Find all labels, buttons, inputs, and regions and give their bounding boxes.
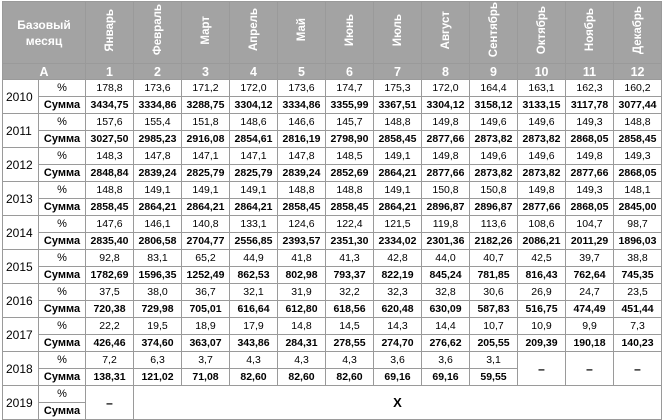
sum-value: 2864,21	[374, 165, 422, 182]
percent-value: 4,3	[326, 352, 374, 369]
percent-value: 150,8	[422, 182, 470, 199]
sum-value: 2858,45	[374, 131, 422, 148]
sum-value: 2896,87	[470, 199, 518, 216]
sum-value: 587,83	[470, 301, 518, 318]
sum-value: 2334,02	[374, 233, 422, 250]
sum-label: Сумма	[39, 131, 86, 148]
percent-value: 145,7	[326, 114, 374, 131]
percent-value: 140,8	[182, 216, 230, 233]
sum-value: 762,64	[566, 267, 614, 284]
sum-value: 2182,26	[470, 233, 518, 250]
percent-value: 172,0	[230, 80, 278, 97]
sum-value: 2848,84	[86, 165, 134, 182]
percent-label: %	[39, 80, 86, 97]
month-header: Октябрь	[518, 2, 566, 64]
column-number: 7	[374, 64, 422, 80]
sum-value: 276,62	[422, 335, 470, 352]
sum-value: 2393,57	[278, 233, 326, 250]
column-letter: А	[3, 64, 86, 80]
percent-value: 148,3	[86, 148, 134, 165]
percent-value: 149,1	[374, 148, 422, 165]
percent-value: 147,8	[278, 148, 326, 165]
column-number: 9	[470, 64, 518, 80]
sum-value: 618,56	[326, 301, 374, 318]
table-row	[3, 216, 662, 233]
percent-value: 172,0	[422, 80, 470, 97]
sum-value: 3434,75	[86, 97, 134, 114]
percent-value: 40,7	[470, 250, 518, 267]
month-header: Декабрь	[614, 2, 662, 64]
percent-value: 10,7	[470, 318, 518, 335]
percent-value: 3,1	[470, 352, 518, 369]
table-row	[3, 97, 662, 114]
percent-value: 149,8	[422, 148, 470, 165]
sum-value: 2858,45	[614, 131, 662, 148]
sum-value: 2868,05	[566, 199, 614, 216]
percent-value: 149,1	[374, 182, 422, 199]
percent-value: 178,8	[86, 80, 134, 97]
percent-value: 174,7	[326, 80, 374, 97]
sum-value: 2864,21	[182, 199, 230, 216]
percent-value: 22,2	[86, 318, 134, 335]
sum-value: 2806,58	[134, 233, 182, 250]
percent-value: 175,3	[374, 80, 422, 97]
percent-value: 155,4	[134, 114, 182, 131]
sum-value: 374,60	[134, 335, 182, 352]
year-cell: 2010	[3, 80, 39, 114]
percent-value: 14,4	[422, 318, 470, 335]
sum-value: 2858,45	[326, 199, 374, 216]
sum-value: 3334,86	[278, 97, 326, 114]
percent-label: %	[39, 148, 86, 165]
sum-value: 278,55	[326, 335, 374, 352]
percent-value: 113,6	[470, 216, 518, 233]
percent-value: 14,5	[326, 318, 374, 335]
column-number: 8	[422, 64, 470, 80]
sum-value: 2086,21	[518, 233, 566, 250]
percent-value: 104,7	[566, 216, 614, 233]
percent-value: 32,3	[374, 284, 422, 301]
column-number: 11	[566, 64, 614, 80]
percent-value: 44,0	[422, 250, 470, 267]
sum-value: 1896,03	[614, 233, 662, 250]
column-number: 1	[86, 64, 134, 80]
percent-value: 149,3	[566, 114, 614, 131]
header-row	[3, 2, 662, 64]
column-number: 10	[518, 64, 566, 80]
sum-value: 3304,12	[230, 97, 278, 114]
year-cell: 2014	[3, 216, 39, 250]
percent-value: 160,2	[614, 80, 662, 97]
sum-value: 3027,50	[86, 131, 134, 148]
sum-value: 3077,44	[614, 97, 662, 114]
month-header: Ноябрь	[566, 2, 614, 64]
percent-value: 149,1	[134, 182, 182, 199]
percent-value: 146,6	[278, 114, 326, 131]
sum-value: 121,02	[134, 369, 182, 386]
percent-value: 37,5	[86, 284, 134, 301]
table-row	[3, 267, 662, 284]
sum-value: 2816,19	[278, 131, 326, 148]
percent-value: 148,6	[230, 114, 278, 131]
table-row	[3, 301, 662, 318]
percent-value: 65,2	[182, 250, 230, 267]
percent-value: 149,1	[230, 182, 278, 199]
percent-value: 32,2	[326, 284, 374, 301]
sum-value: 720,38	[86, 301, 134, 318]
sum-label: Сумма	[39, 267, 86, 284]
percent-value: 149,8	[518, 182, 566, 199]
table-row	[3, 250, 662, 267]
sum-value: 343,86	[230, 335, 278, 352]
sum-value: 3288,75	[182, 97, 230, 114]
table-row	[3, 165, 662, 182]
sum-value: 793,37	[326, 267, 374, 284]
table-body	[3, 80, 662, 420]
sum-value: 2852,69	[326, 165, 374, 182]
sum-value: 2704,77	[182, 233, 230, 250]
sum-value: 82,60	[278, 369, 326, 386]
sum-value: 474,49	[566, 301, 614, 318]
percent-value: 26,9	[518, 284, 566, 301]
table-row	[3, 199, 662, 216]
percent-value: 38,8	[614, 250, 662, 267]
month-header: Май	[278, 2, 326, 64]
percent-value: 7,2	[86, 352, 134, 369]
percent-value: 146,1	[134, 216, 182, 233]
percent-value: 6,3	[134, 352, 182, 369]
year-cell: 2017	[3, 318, 39, 352]
table-row	[3, 131, 662, 148]
percent-value: 98,7	[614, 216, 662, 233]
percent-value: 3,7	[182, 352, 230, 369]
sum-value: 862,53	[230, 267, 278, 284]
table-row	[3, 284, 662, 301]
percent-value: 147,8	[134, 148, 182, 165]
column-number: 2	[134, 64, 182, 80]
percent-value: 36,7	[182, 284, 230, 301]
percent-label: %	[39, 216, 86, 233]
column-number: 12	[614, 64, 662, 80]
base-month-header: Базовый месяц	[3, 2, 86, 64]
percent-value: 31,9	[278, 284, 326, 301]
percent-value: 133,1	[230, 216, 278, 233]
sum-value: 616,64	[230, 301, 278, 318]
percent-value: 149,6	[470, 148, 518, 165]
sum-value: 612,80	[278, 301, 326, 318]
year-cell: 2013	[3, 182, 39, 216]
percent-label: %	[39, 182, 86, 199]
percent-value: 7,3	[614, 318, 662, 335]
dash-cell: –	[518, 352, 566, 386]
sum-value: 630,09	[422, 301, 470, 318]
percent-value: 23,5	[614, 284, 662, 301]
percent-value: 42,5	[518, 250, 566, 267]
sum-label: Сумма	[39, 335, 86, 352]
percent-label: %	[39, 386, 86, 403]
percent-value: 148,8	[374, 114, 422, 131]
sum-value: 3367,51	[374, 97, 422, 114]
percent-value: 147,1	[182, 148, 230, 165]
sum-value: 2877,66	[422, 131, 470, 148]
sum-value: 69,16	[374, 369, 422, 386]
percent-value: 148,5	[326, 148, 374, 165]
percent-value: 163,1	[518, 80, 566, 97]
percent-value: 149,6	[518, 114, 566, 131]
sum-value: 2868,05	[566, 131, 614, 148]
sum-value: 2864,21	[230, 199, 278, 216]
sum-value: 2916,08	[182, 131, 230, 148]
sum-value: 3117,78	[566, 97, 614, 114]
percent-value: 124,6	[278, 216, 326, 233]
column-number: 3	[182, 64, 230, 80]
percent-value: 4,3	[230, 352, 278, 369]
percent-value: 149,1	[182, 182, 230, 199]
percent-value: 151,8	[182, 114, 230, 131]
sum-value: 822,19	[374, 267, 422, 284]
percent-value: 14,3	[374, 318, 422, 335]
sum-value: 284,31	[278, 335, 326, 352]
sum-value: 190,18	[566, 335, 614, 352]
sum-value: 2839,24	[278, 165, 326, 182]
percent-value: 148,8	[278, 182, 326, 199]
sum-value: 138,31	[86, 369, 134, 386]
sum-value: 729,98	[134, 301, 182, 318]
percent-value: 157,6	[86, 114, 134, 131]
sum-value: 620,48	[374, 301, 422, 318]
sum-value: 363,07	[182, 335, 230, 352]
sum-label: Сумма	[39, 165, 86, 182]
sum-value: 69,16	[422, 369, 470, 386]
percent-label: %	[39, 352, 86, 369]
sum-value: 3334,86	[134, 97, 182, 114]
sum-label: Сумма	[39, 233, 86, 250]
percent-value: 149,8	[566, 148, 614, 165]
percent-value: 150,8	[470, 182, 518, 199]
sum-value: 2858,45	[278, 199, 326, 216]
percent-value: 148,8	[326, 182, 374, 199]
sum-value: 3158,12	[470, 97, 518, 114]
dash-cell: –	[614, 352, 662, 386]
year-cell: 2015	[3, 250, 39, 284]
percent-value: 38,0	[134, 284, 182, 301]
inflation-table	[2, 1, 662, 420]
month-header: Июнь	[326, 2, 374, 64]
percent-value: 3,6	[422, 352, 470, 369]
percent-value: 10,9	[518, 318, 566, 335]
sum-value: 2873,82	[518, 131, 566, 148]
percent-value: 171,2	[182, 80, 230, 97]
percent-value: 149,3	[566, 182, 614, 199]
sum-value: 3304,12	[422, 97, 470, 114]
percent-value: 149,6	[470, 114, 518, 131]
percent-value: 149,8	[422, 114, 470, 131]
sum-value: 2877,66	[566, 165, 614, 182]
column-number: 4	[230, 64, 278, 80]
sum-value: 2825,79	[182, 165, 230, 182]
percent-value: 19,5	[134, 318, 182, 335]
percent-value: 32,1	[230, 284, 278, 301]
sum-value: 426,46	[86, 335, 134, 352]
sum-value: 802,98	[278, 267, 326, 284]
table-row	[3, 148, 662, 165]
sum-value: 82,60	[230, 369, 278, 386]
sum-value: 2351,30	[326, 233, 374, 250]
sum-value: 2864,21	[134, 199, 182, 216]
sum-value: 1252,49	[182, 267, 230, 284]
percent-value: 18,9	[182, 318, 230, 335]
sum-value: 2868,05	[614, 165, 662, 182]
sum-value: 2845,00	[614, 199, 662, 216]
percent-value: 121,5	[374, 216, 422, 233]
sum-value: 59,55	[470, 369, 518, 386]
sum-value: 2873,82	[470, 165, 518, 182]
sum-value: 2864,21	[374, 199, 422, 216]
sum-label: Сумма	[39, 301, 86, 318]
percent-value: 122,4	[326, 216, 374, 233]
sum-value: 781,85	[470, 267, 518, 284]
percent-value: 42,8	[374, 250, 422, 267]
year-cell: 2011	[3, 114, 39, 148]
sum-value: 516,75	[518, 301, 566, 318]
table-row	[3, 335, 662, 352]
column-number-row	[3, 64, 662, 80]
sum-value: 745,35	[614, 267, 662, 284]
sum-value: 140,23	[614, 335, 662, 352]
sum-value: 2839,24	[134, 165, 182, 182]
percent-value: 119,8	[422, 216, 470, 233]
sum-value: 451,44	[614, 301, 662, 318]
sum-value: 3355,99	[326, 97, 374, 114]
percent-value: 164,4	[470, 80, 518, 97]
year-cell: 2019	[3, 386, 39, 420]
percent-value: 17,9	[230, 318, 278, 335]
column-number: 5	[278, 64, 326, 80]
percent-value: 162,3	[566, 80, 614, 97]
not-applicable-cell: X	[134, 386, 662, 420]
month-header: Январь	[86, 2, 134, 64]
percent-value: 41,3	[326, 250, 374, 267]
table-row	[3, 80, 662, 97]
percent-value: 92,8	[86, 250, 134, 267]
table-row	[3, 182, 662, 199]
percent-value: 9,9	[566, 318, 614, 335]
column-number: 6	[326, 64, 374, 80]
percent-value: 30,6	[470, 284, 518, 301]
year-cell: 2016	[3, 284, 39, 318]
month-header: Август	[422, 2, 470, 64]
sum-value: 2873,82	[518, 165, 566, 182]
sum-value: 2301,36	[422, 233, 470, 250]
table-row	[3, 386, 662, 403]
sum-value: 705,01	[182, 301, 230, 318]
sum-value: 2835,40	[86, 233, 134, 250]
sum-value: 2858,45	[86, 199, 134, 216]
sum-value: 1596,35	[134, 267, 182, 284]
percent-value: 149,6	[518, 148, 566, 165]
percent-value: 32,8	[422, 284, 470, 301]
sum-label: Сумма	[39, 403, 86, 420]
table-row	[3, 318, 662, 335]
percent-value: 147,1	[230, 148, 278, 165]
table-row	[3, 114, 662, 131]
percent-value: 173,6	[134, 80, 182, 97]
percent-label: %	[39, 284, 86, 301]
percent-value: 4,3	[278, 352, 326, 369]
month-header: Март	[182, 2, 230, 64]
sum-value: 2798,90	[326, 131, 374, 148]
sum-label: Сумма	[39, 369, 86, 386]
sum-value: 82,60	[326, 369, 374, 386]
month-header: Сентябрь	[470, 2, 518, 64]
month-header: Февраль	[134, 2, 182, 64]
sum-value: 1782,69	[86, 267, 134, 284]
sum-value: 205,55	[470, 335, 518, 352]
sum-value: 2854,61	[230, 131, 278, 148]
percent-value: 147,6	[86, 216, 134, 233]
percent-value: 83,1	[134, 250, 182, 267]
sum-value: 2825,79	[230, 165, 278, 182]
sum-value: 2011,29	[566, 233, 614, 250]
sum-value: 2877,66	[518, 199, 566, 216]
sum-value: 274,70	[374, 335, 422, 352]
percent-value: 108,6	[518, 216, 566, 233]
percent-label: %	[39, 318, 86, 335]
table-row	[3, 352, 662, 369]
percent-value: 173,6	[278, 80, 326, 97]
percent-value: 39,7	[566, 250, 614, 267]
table-row	[3, 233, 662, 250]
year-cell: 2012	[3, 148, 39, 182]
percent-value: 41,8	[278, 250, 326, 267]
percent-value: 14,8	[278, 318, 326, 335]
sum-value: 209,39	[518, 335, 566, 352]
percent-value: 148,8	[614, 114, 662, 131]
sum-value: 2985,23	[134, 131, 182, 148]
percent-value: 3,6	[374, 352, 422, 369]
month-header: Июль	[374, 2, 422, 64]
sum-value: 2556,85	[230, 233, 278, 250]
sum-value: 816,43	[518, 267, 566, 284]
percent-value: 148,8	[86, 182, 134, 199]
percent-label: %	[39, 114, 86, 131]
dash-cell: –	[86, 386, 134, 420]
percent-value: 148,1	[614, 182, 662, 199]
percent-value: 24,7	[566, 284, 614, 301]
percent-value: 44,9	[230, 250, 278, 267]
sum-label: Сумма	[39, 199, 86, 216]
year-cell: 2018	[3, 352, 39, 386]
sum-label: Сумма	[39, 97, 86, 114]
sum-value: 71,08	[182, 369, 230, 386]
month-header: Апрель	[230, 2, 278, 64]
sum-value: 2896,87	[422, 199, 470, 216]
dash-cell: –	[566, 352, 614, 386]
sum-value: 3133,15	[518, 97, 566, 114]
percent-label: %	[39, 250, 86, 267]
percent-value: 149,3	[614, 148, 662, 165]
sum-value: 2877,66	[422, 165, 470, 182]
sum-value: 2873,82	[470, 131, 518, 148]
sum-value: 845,24	[422, 267, 470, 284]
